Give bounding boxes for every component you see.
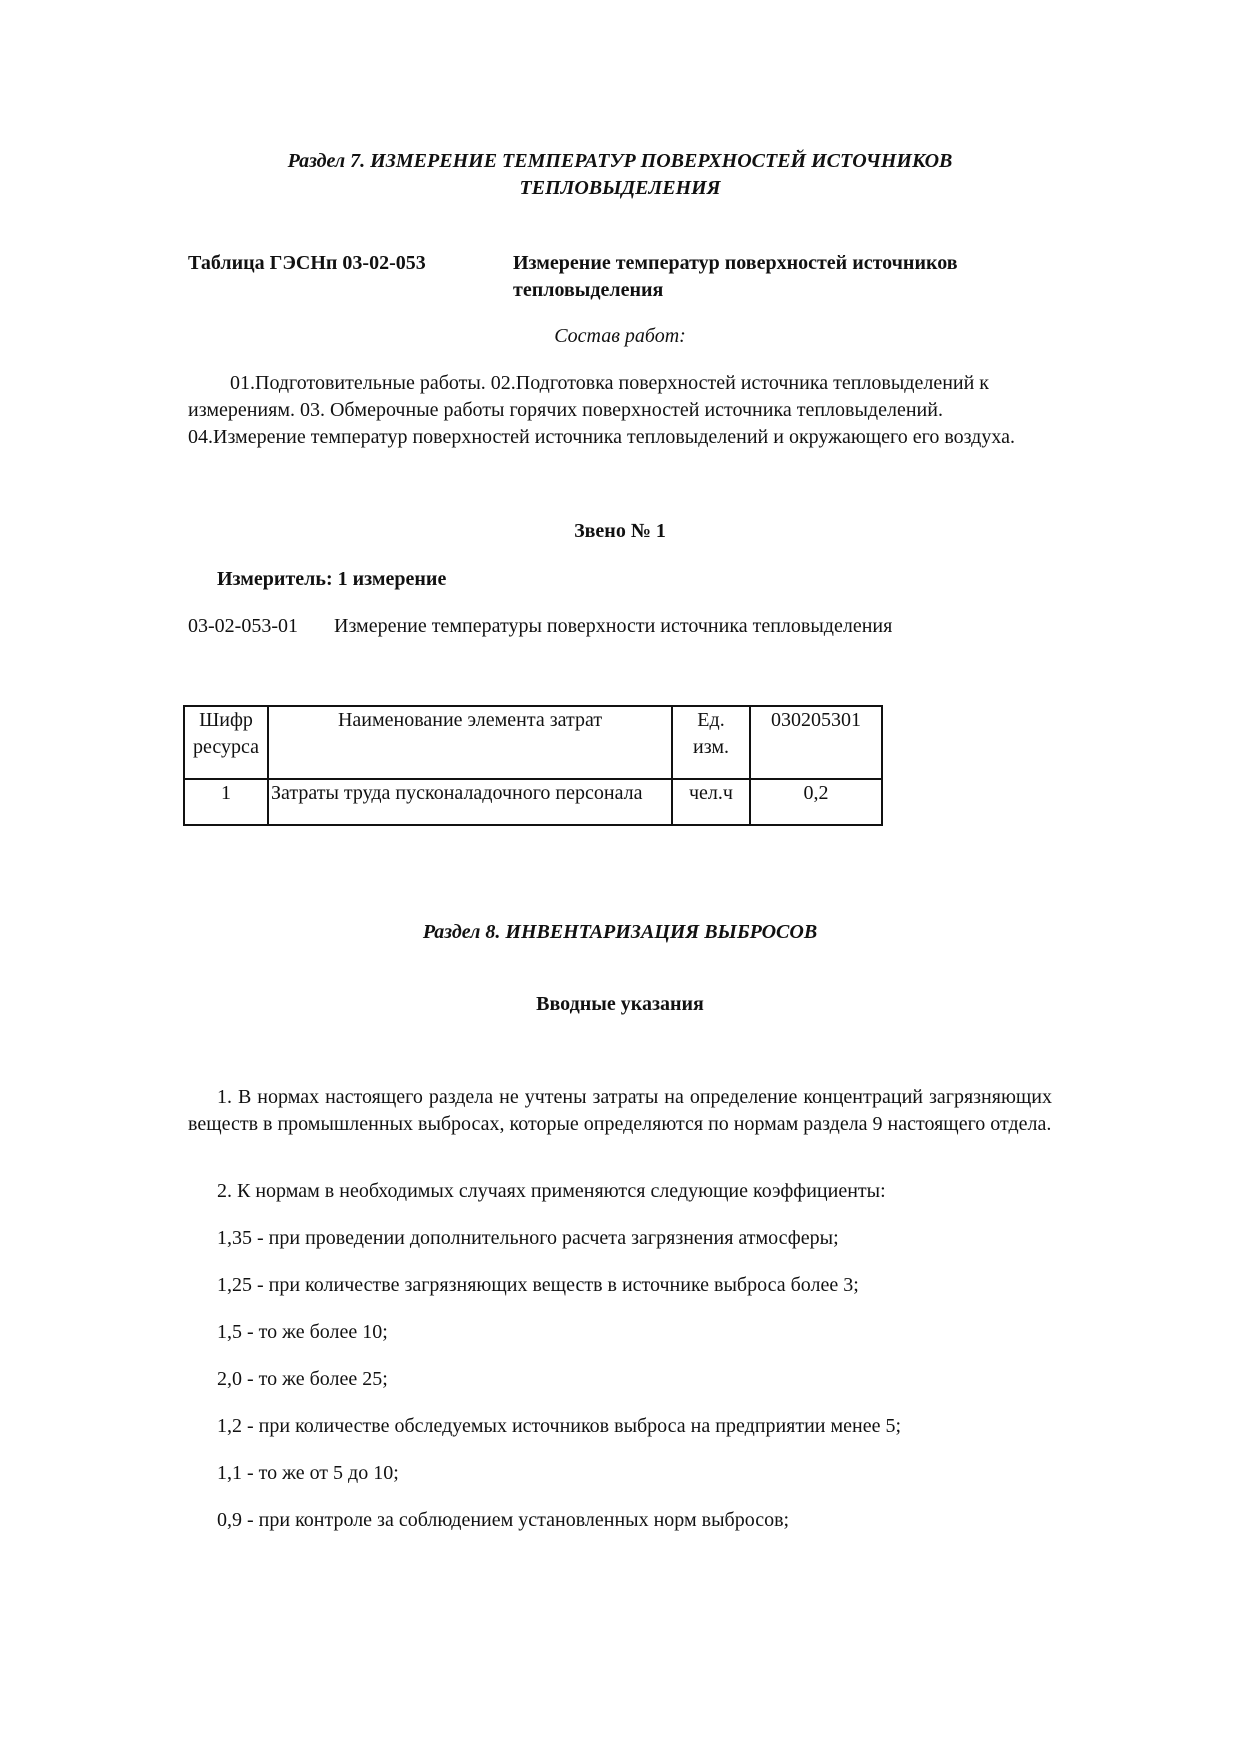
header-resource-code-line-2: ресурса bbox=[193, 736, 259, 758]
section-7-title bbox=[188, 148, 1052, 202]
cell-unit: чел.ч bbox=[672, 779, 750, 825]
coefficient-item: 1,25 - при количестве загрязняющих веществ в источнике выброса более 3; bbox=[217, 1274, 859, 1296]
header-unit-line-1: Ед. bbox=[697, 709, 725, 731]
cell-resource-code: 1 bbox=[184, 779, 268, 825]
table-row bbox=[184, 779, 882, 825]
intro-title: Вводные указания bbox=[536, 993, 704, 1015]
table-id: Таблица ГЭСНп 03-02-053 bbox=[188, 252, 426, 274]
coefficient-item: 1,35 - при проведении дополнительного расчета загрязнения атмосферы; bbox=[217, 1227, 839, 1249]
intro-paragraph-1: 1. В нормах настоящего раздела не учтены затраты на определение концентраций загрязняющих веществ в промышленных выбросах, которые определяются по нормам раздела 9 настоящего отдела. bbox=[188, 1086, 1052, 1135]
intro-paragraph-2: 2. К нормам в необходимых случаях применяются следующие коэффициенты: bbox=[217, 1180, 886, 1202]
coefficient-item: 1,1 - то же от 5 до 10; bbox=[217, 1462, 399, 1484]
header-resource-code bbox=[184, 706, 268, 779]
resources-table bbox=[183, 705, 883, 826]
coefficient-item: 1,2 - при количестве обследуемых источников выброса на предприятии менее 5; bbox=[217, 1415, 902, 1437]
table-header-row bbox=[184, 706, 882, 779]
norm-code: 03-02-053-01 bbox=[188, 615, 298, 637]
header-unit-line-2: изм. bbox=[693, 736, 729, 758]
table-name bbox=[513, 250, 1033, 304]
coefficient-item: 1,5 - то же более 10; bbox=[217, 1321, 388, 1343]
measure-unit: Измеритель: 1 измерение bbox=[217, 568, 447, 590]
zveno-heading: Звено № 1 bbox=[574, 520, 666, 542]
coefficient-item: 2,0 - то же более 25; bbox=[217, 1368, 388, 1390]
norm-name: Измерение температуры поверхности источника тепловыделения bbox=[334, 615, 893, 637]
header-unit bbox=[672, 706, 750, 779]
header-resource-code-line-1: Шифр bbox=[199, 709, 253, 731]
header-norm-code: 030205301 bbox=[750, 706, 882, 779]
section-7-title-line-1: Раздел 7. ИЗМЕРЕНИЕ ТЕМПЕРАТУР ПОВЕРХНОСТЕЙ ИСТОЧНИКОВ bbox=[287, 150, 953, 172]
section-8-title: Раздел 8. ИНВЕНТАРИЗАЦИЯ ВЫБРОСОВ bbox=[422, 921, 818, 943]
table-name-line-1: Измерение температур поверхностей источников bbox=[513, 252, 958, 274]
table-name-line-2: тепловыделения bbox=[513, 279, 664, 301]
cell-value: 0,2 bbox=[750, 779, 882, 825]
composition-text: 01.Подготовительные работы. 02.Подготовка поверхностей источника тепловыделений к измерениям. 03. Обмерочные работы горячих поверхностей источника тепловыделений. 04.Измерение температур поверхностей источника тепловыделений и окружающего его воздуха. bbox=[188, 372, 1015, 448]
cell-element-name: Затраты труда пусконаладочного персонала bbox=[268, 779, 672, 825]
header-element-name: Наименование элемента затрат bbox=[268, 706, 672, 779]
composition-title: Состав работ: bbox=[554, 325, 686, 347]
section-7-title-line-2: ТЕПЛОВЫДЕЛЕНИЯ bbox=[519, 177, 721, 199]
coefficient-item: 0,9 - при контроле за соблюдением установленных норм выбросов; bbox=[217, 1509, 790, 1531]
